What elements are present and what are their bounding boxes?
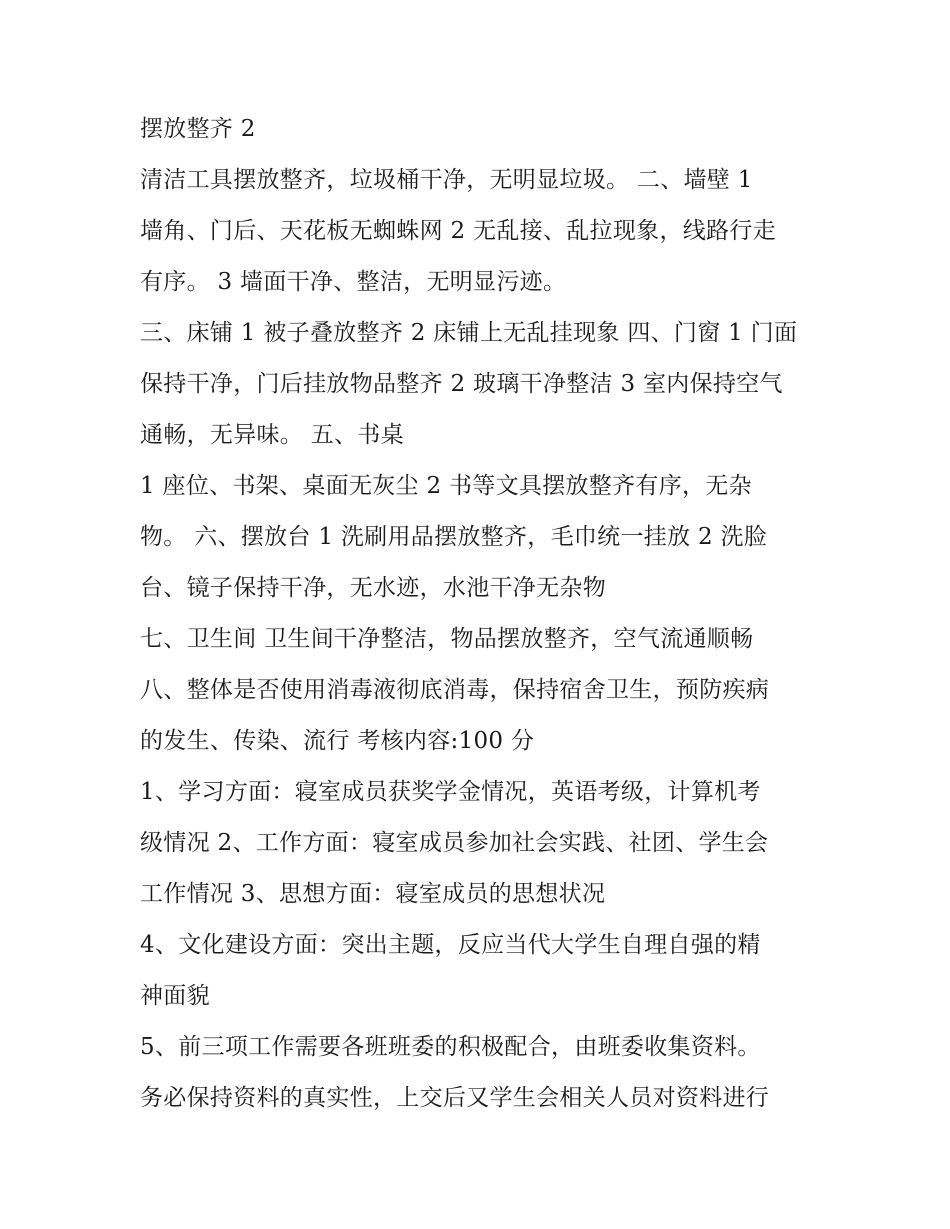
text-line: 墙角、门后、天花板无蜘蛛网 2 无乱接、乱拉现象，线路行走	[140, 218, 776, 244]
text-line: 1、学习方面：寝室成员获奖学金情况，英语考级，计算机考	[140, 779, 761, 805]
text-line: 神面貌	[140, 983, 210, 1009]
text-line: 4、文化建设方面：突出主题，反应当代大学生自理自强的精	[140, 932, 761, 958]
text-line: 的发生、传染、流行 考核内容:100 分	[140, 728, 535, 754]
text-line: 摆放整齐 2	[140, 116, 256, 142]
text-line: 七、卫生间 卫生间干净整洁，物品摆放整齐，空气流通顺畅	[140, 626, 754, 652]
text-line: 通畅，无异味。 五、书桌	[140, 422, 404, 448]
text-line: 有序。 3 墙面干净、整洁，无明显污迹。	[140, 269, 567, 295]
text-line: 务必保持资料的真实性，上交后又学生会相关人员对资料进行	[140, 1085, 770, 1111]
document-body	[140, 104, 840, 1124]
text-line: 八、整体是否使用消毒液彻底消毒，保持宿舍卫生，预防疾病	[140, 677, 770, 703]
text-line: 1 座位、书架、桌面无灰尘 2 书等文具摆放整齐有序，无杂	[140, 473, 752, 499]
text-line: 保持干净，门后挂放物品整齐 2 玻璃干净整洁 3 室内保持空气	[140, 371, 783, 397]
text-line: 工作情况 3、思想方面：寝室成员的思想状况	[140, 881, 606, 907]
text-line: 三、床铺 1 被子叠放整齐 2 床铺上无乱挂现象 四、门窗 1 门面	[140, 320, 798, 346]
text-line: 级情况 2、工作方面：寝室成员参加社会实践、社团、学生会	[140, 830, 769, 856]
text-line: 台、镜子保持干净，无水迹，水池干净无杂物	[140, 575, 606, 601]
text-line: 物。 六、摆放台 1 洗刷用品摆放整齐，毛巾统一挂放 2 洗脸	[140, 524, 768, 550]
text-line: 清洁工具摆放整齐，垃圾桶干净，无明显垃圾。 二、墙壁 1	[140, 167, 753, 193]
text-line: 5、前三项工作需要各班班委的积极配合，由班委收集资料。	[140, 1034, 761, 1060]
